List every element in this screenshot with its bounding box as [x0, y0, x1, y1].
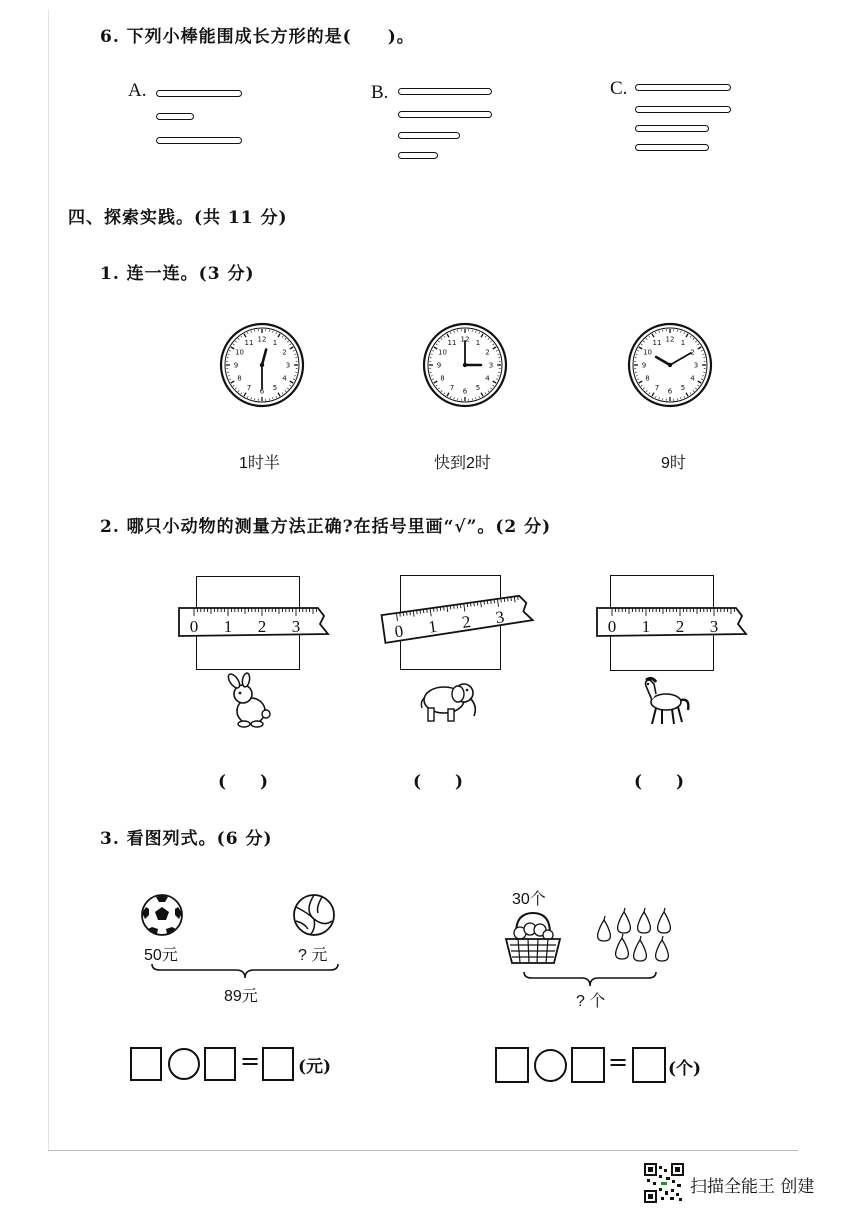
pear-icon [634, 940, 647, 961]
answer-parentheses[interactable]: ( ) [413, 772, 464, 792]
clock-number: 4 [690, 374, 695, 383]
clock-number: 10 [235, 348, 244, 357]
clock-number: 1 [475, 338, 481, 347]
stick [156, 113, 194, 120]
page-left-edge [48, 10, 49, 1150]
total-brace [150, 962, 340, 982]
time-label-almost-two: 快到2时 [434, 455, 491, 472]
q6-option-a-label: A. [128, 80, 147, 101]
answer-box[interactable] [204, 1047, 236, 1081]
clock-number: 11 [447, 338, 457, 347]
pear-icon [638, 912, 651, 933]
clock-number: 11 [244, 338, 254, 347]
known-price-label: 50元 [144, 947, 178, 964]
watermark-text: 扫描全能王 创建 [690, 1177, 815, 1197]
stick [398, 88, 492, 95]
clock-number: 5 [475, 384, 481, 393]
q3-number: 3. [100, 829, 120, 849]
q1-title [100, 259, 255, 284]
clock-number: 9 [436, 361, 442, 370]
section-title: 四、探索实践。(共 11 分) [68, 208, 288, 228]
clock-number: 8 [645, 374, 650, 383]
ruler-number: 2 [675, 617, 685, 636]
unit-label: (元) [298, 1057, 332, 1077]
clock-number: 10 [438, 348, 447, 357]
time-label-half-past-one: 1时半 [239, 455, 280, 472]
q3-title [100, 824, 273, 849]
clock-number: 7 [449, 384, 455, 393]
stick [398, 111, 492, 118]
q6-option-b-label: B. [371, 82, 389, 103]
q1-number: 1. [100, 264, 120, 284]
ruler-number: 2 [460, 611, 472, 632]
answer-box[interactable] [632, 1047, 666, 1083]
clock-number: 1 [272, 338, 278, 347]
ruler-number: 0 [393, 621, 405, 642]
unknown-price-label: ? 元 [298, 947, 328, 964]
clock-number: 6 [462, 387, 468, 396]
unit-label: (个) [668, 1059, 702, 1079]
clock-number: 3 [285, 361, 291, 370]
stick [635, 144, 709, 151]
pear-icon [598, 920, 611, 941]
soccer-ball-icon [140, 893, 184, 937]
answer-box[interactable] [130, 1047, 162, 1081]
stick [398, 152, 438, 159]
equals-sign: = [608, 1048, 629, 1076]
stick [635, 84, 731, 91]
operator-circle[interactable] [168, 1048, 200, 1080]
elephant-icon [418, 678, 480, 724]
rabbit-icon [224, 674, 278, 728]
ruler-number: 2 [257, 617, 267, 636]
pear-icon [656, 940, 669, 961]
answer-parentheses[interactable]: ( ) [634, 772, 685, 792]
ruler-number: 0 [607, 617, 617, 636]
pear-icon [618, 912, 631, 933]
clock-icon [627, 322, 713, 408]
clock-number: 7 [654, 384, 660, 393]
clock-number: 8 [237, 374, 242, 383]
answer-parentheses[interactable]: ( ) [218, 772, 269, 792]
page-edge-divider [48, 1150, 798, 1151]
q2-number: 2. [100, 517, 120, 537]
clock-number: 9 [641, 361, 647, 370]
ruler-number: 0 [189, 617, 199, 636]
ruler-number: 1 [427, 616, 439, 637]
answer-box[interactable] [262, 1047, 294, 1081]
stick [635, 106, 731, 113]
total-price-label: 89元 [224, 988, 258, 1005]
clock-number: 1 [680, 338, 686, 347]
ruler-icon [596, 604, 756, 640]
clock-number: 9 [233, 361, 239, 370]
clock-number: 4 [282, 374, 287, 383]
time-label-nine: 9时 [661, 455, 686, 472]
total-brace [522, 970, 658, 990]
clock-number: 2 [690, 348, 695, 357]
q6-option-c-label: C. [610, 78, 628, 99]
ruler-number: 3 [494, 607, 506, 628]
operator-circle[interactable] [534, 1049, 567, 1082]
qr-code-icon [644, 1163, 684, 1203]
clock-icon [219, 322, 305, 408]
pear-icon [658, 912, 671, 933]
total-count-label: ? 个 [576, 993, 606, 1010]
clock-number: 2 [485, 348, 490, 357]
horse-icon [636, 676, 692, 728]
ruler-number: 1 [641, 617, 651, 636]
answer-box[interactable] [495, 1047, 529, 1083]
pears-group [592, 906, 682, 970]
fruit-basket-icon [502, 905, 564, 967]
ruler-number: 3 [709, 617, 719, 636]
clock-number: 12 [257, 335, 267, 344]
q1-text: 连一连。(3 分) [126, 264, 255, 284]
q6-title [100, 22, 415, 47]
stick [156, 137, 242, 144]
equals-sign: = [240, 1047, 261, 1075]
clock-number: 10 [643, 348, 652, 357]
basket-count-label: 30个 [512, 891, 546, 908]
q6-text: 下列小棒能围成长方形的是( )。 [126, 27, 415, 47]
clock-number: 12 [665, 335, 675, 344]
clock-icon [422, 322, 508, 408]
answer-box[interactable] [571, 1047, 605, 1083]
ruler-icon [178, 604, 338, 640]
clock-number: 6 [667, 387, 673, 396]
q2-text: 哪只小动物的测量方法正确?在括号里画“√”。(2 分) [126, 517, 552, 537]
q6-number: 6. [100, 27, 120, 47]
ruler-number: 3 [291, 617, 301, 636]
clock-number: 3 [488, 361, 494, 370]
clock-number: 5 [680, 384, 686, 393]
clock-number: 4 [485, 374, 490, 383]
volleyball-icon [292, 893, 336, 937]
clock-number: 8 [440, 374, 445, 383]
clock-number: 3 [693, 361, 699, 370]
clock-number: 12 [460, 335, 470, 344]
clock-number: 11 [652, 338, 662, 347]
clock-number: 7 [246, 384, 252, 393]
stick [635, 125, 709, 132]
clock-number: 6 [259, 387, 265, 396]
ruler-number: 1 [223, 617, 233, 636]
q3-text: 看图列式。(6 分) [126, 829, 273, 849]
stick [398, 132, 460, 139]
stick [156, 90, 242, 97]
clock-number: 5 [272, 384, 278, 393]
q2-title [100, 512, 551, 537]
clock-number: 2 [282, 348, 287, 357]
pear-icon [616, 938, 629, 959]
